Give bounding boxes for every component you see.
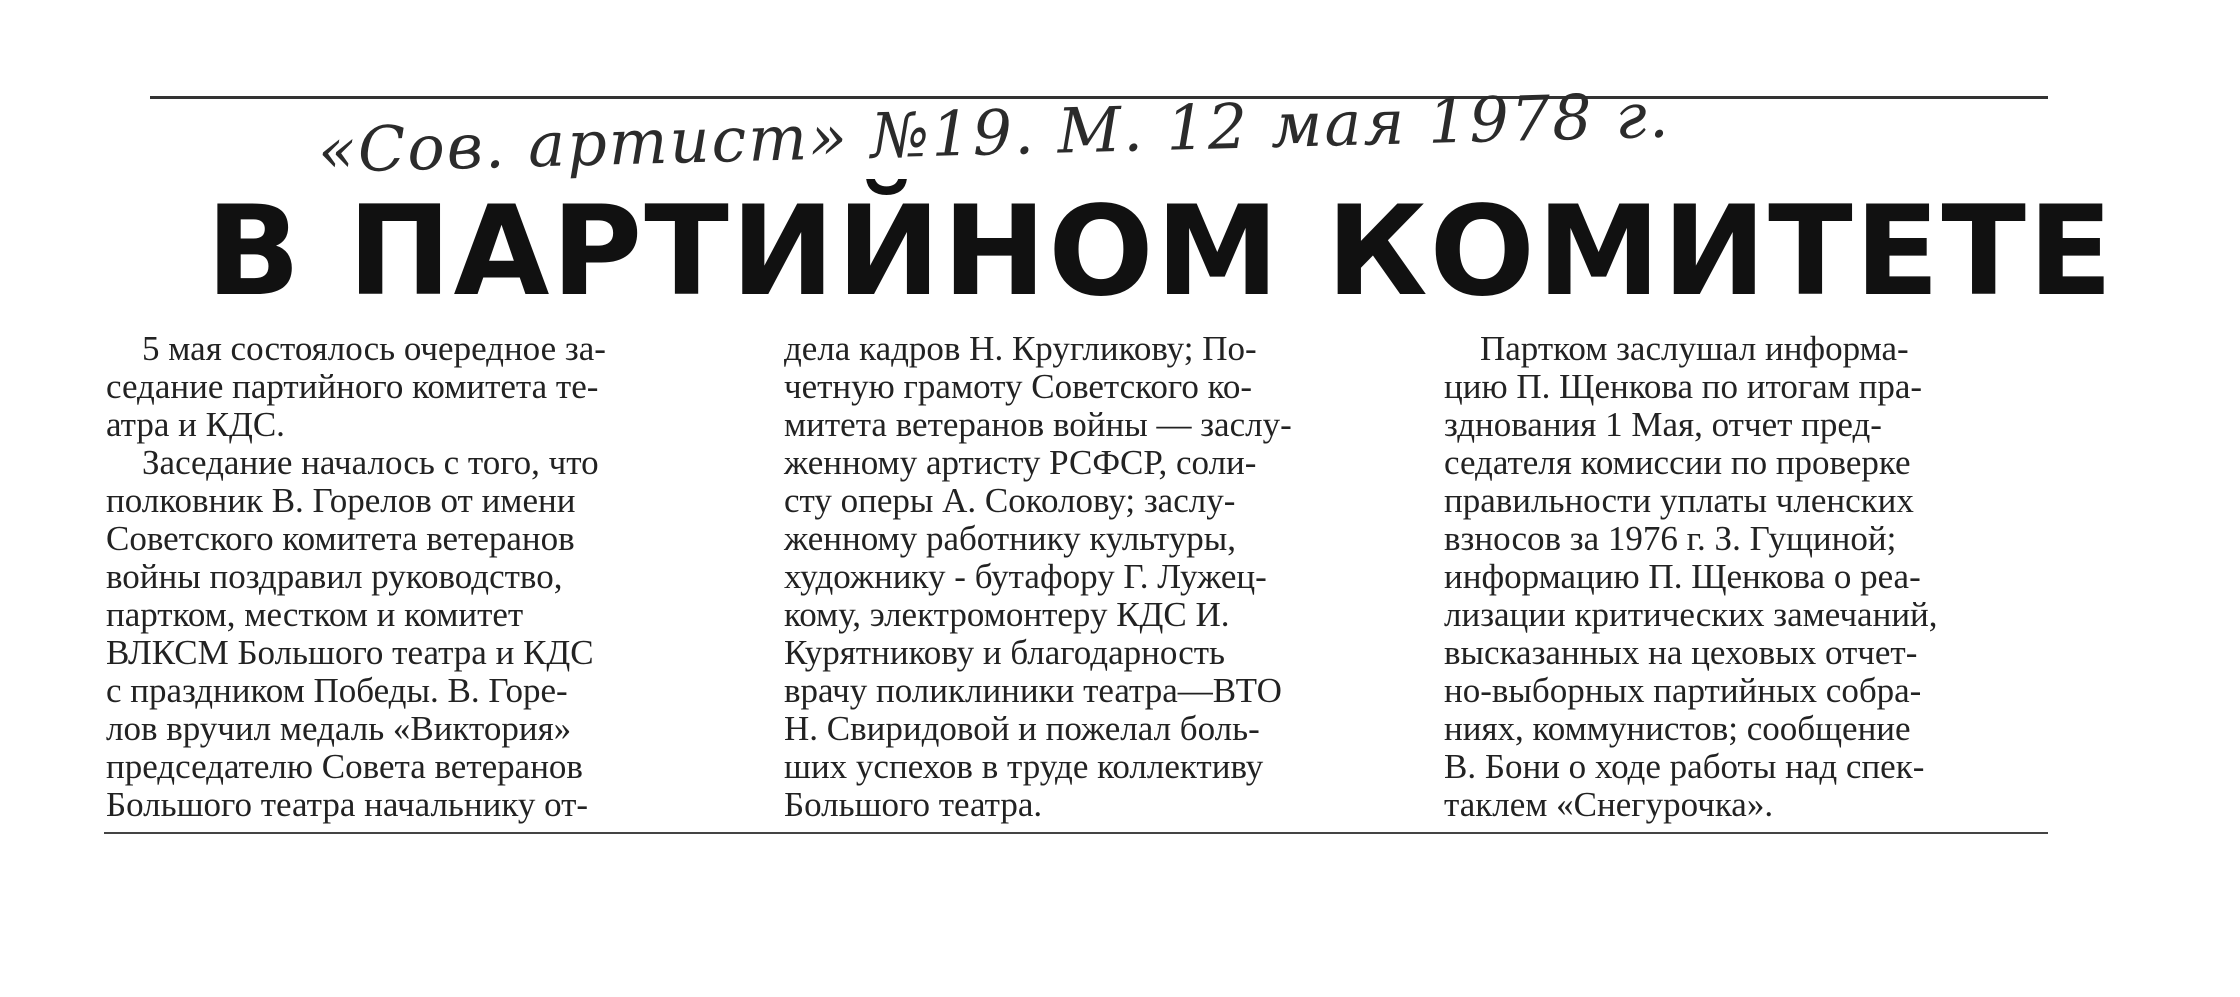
article-column-2: [784, 330, 1390, 824]
headline: В ПАРТИЙНОМ КОМИТЕТЕ: [206, 180, 2115, 324]
article-paragraph: Заседание началось с того, что полковник В. Горелов от имени Советского комитета ветеранов войны поздравил руководство, партком, местком и комитет ВЛКСМ Большого театра и КДС с праздником Победы. В. Горе- лов вручил медаль «Виктория» председателю Совета ветеранов Большого театра начальнику от-: [106, 443, 599, 824]
article-paragraph: 5 мая состоялось очередное за- седание партийного комитета те- атра и КДС.: [106, 329, 606, 444]
handwritten-source-note: «Сов. артист» №19. М. 12 мая 1978 г.: [317, 78, 1672, 187]
article-column-3: [1444, 330, 2070, 824]
article-column-1: [106, 330, 730, 824]
bottom-rule: [104, 832, 2048, 834]
article-paragraph: Партком заслушал информа- цию П. Щенкова по итогам пра- зднования 1 Мая, отчет пред- седателя комиссии по проверке правильности уплаты членских взносов за 1976 г. З. Гущиной; информацию П. Щенкова о реа- лизации критических замечаний, высказанных на цеховых отчет- но-выборных партийных собра- ниях, коммунистов; сообщение В. Бони о ходе работы над спек- таклем «Снегурочка».: [1444, 329, 1938, 824]
article-paragraph: дела кадров Н. Кругликову; По- четную грамоту Советского ко- митета ветеранов войны — заслу- женному артисту РСФСР, соли- сту оперы А. Соколову; заслу- женному работнику культуры, художнику - бутафору Г. Лужец- кому, электромонтеру КДС И. Курятникову и благодарность врачу поликлиники театра—ВТО Н. Свиридовой и пожелал боль- ших успехов в труде коллективу Большого театра.: [784, 329, 1292, 824]
